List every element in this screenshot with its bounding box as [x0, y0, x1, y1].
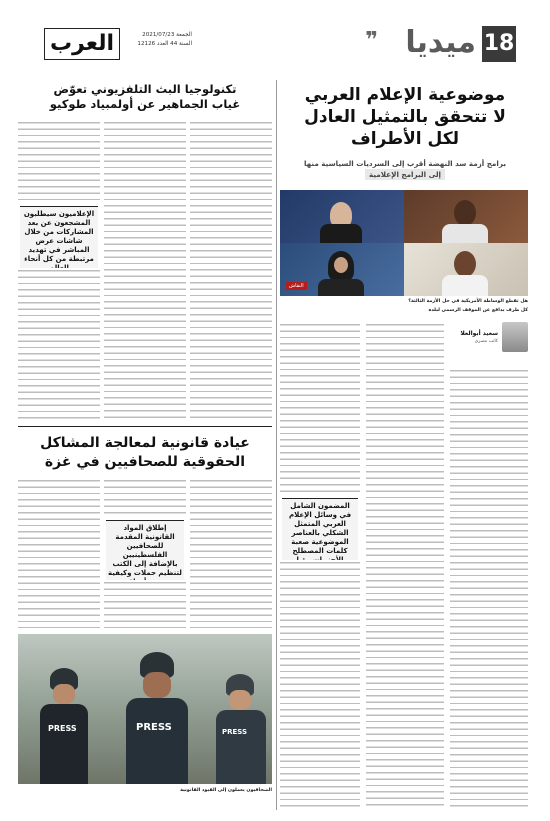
- column-divider: [276, 80, 277, 810]
- page-number: 18: [483, 31, 515, 56]
- author-role: كاتب مصري: [474, 339, 498, 344]
- main-body-col-1: [450, 368, 528, 808]
- tv-body-col-2: [104, 120, 186, 420]
- tv-panel-top-right: [404, 190, 528, 243]
- main-pull-quote-text: المضمون الشامل في وسائل الإعلام العربي المتمثل الشكلي بالعناصر الموضوعية صعبة كلمات المصطلح: [288, 502, 352, 555]
- gaza-article-title: [18, 434, 272, 472]
- issue-text: السنة 44 العدد 12126: [137, 41, 192, 47]
- journalist-2: PRESS: [122, 652, 192, 784]
- logo-text: العرب: [49, 31, 114, 56]
- main-pull-quote: [282, 498, 358, 569]
- author-name: سعيد أبوالعلا: [460, 330, 498, 337]
- section-divider: [18, 426, 272, 427]
- gaza-title-line-1: عيادة قانونية لمعالجة المشاكل: [40, 435, 250, 451]
- tv-panel-top-left: [280, 190, 404, 243]
- main-subtitle-line-2: إلى البرامج الإعلامية: [365, 169, 445, 180]
- gaza-body-col-3: [18, 478, 100, 628]
- gaza-pull-quote-text: إطلاق المواد القانونية المقدمة للصحافيين الفلسطينيين بالإضافة إلى الكتب لتنظيم حملات وكيفية: [108, 524, 182, 577]
- gaza-title-line-2: الحقوقية للصحافيين في غزة: [44, 454, 246, 470]
- main-photo-caption-top: [280, 299, 528, 304]
- gaza-body-col-2b: [104, 580, 186, 628]
- section-label: ميديا: [405, 25, 476, 60]
- main-title-line-1: موضوعية الإعلام العربي: [304, 85, 506, 105]
- caption-bottom-text: كل طرف يدافع عن الموقف الرسمي لبلده: [428, 308, 528, 313]
- issue-date: [122, 31, 192, 49]
- journalist-3: PRESS: [214, 674, 268, 784]
- gaza-body-col-2a: [104, 478, 186, 518]
- tv-panel-bottom-right: [404, 243, 528, 296]
- masthead: [0, 0, 550, 70]
- tv-title-line-1: تكنولوجيا البث التلفزيوني تعوّض: [53, 82, 237, 96]
- main-body-col-2: [366, 322, 444, 808]
- main-title-line-3: لكل الأطراف: [350, 129, 459, 149]
- main-body-col-3: [280, 322, 360, 492]
- gaza-article-photo: [18, 634, 272, 784]
- quote-mark-icon: ❞: [365, 28, 378, 53]
- tv-body-col-3b: [18, 268, 100, 420]
- page-number-box: [482, 26, 516, 62]
- author-avatar: [502, 322, 528, 352]
- main-article-subtitle: [282, 158, 528, 180]
- gaza-body-col-1: [190, 478, 272, 628]
- newspaper-logo: [44, 28, 120, 60]
- journalist-1: PRESS: [36, 668, 92, 784]
- tv-article-title: [18, 82, 272, 112]
- tv-pull-quote-text: الإعلاميون سيطلبون المشجعون عن بعد المشاركات من خلال شاشات عرض المباشر في تهديد مرتبطة من كل أنحاء: [23, 210, 95, 263]
- caption-top-text: هل تقطع الوساطة الأمريكية في حل الأزمة الثالثة؟: [408, 299, 528, 304]
- author-block: [448, 322, 528, 362]
- photo-label: [286, 282, 307, 290]
- tv-body-col-1: [190, 120, 272, 420]
- tv-pull-quote: [20, 206, 98, 277]
- gaza-photo-caption: [18, 788, 272, 793]
- photo-label-text: النقاش: [289, 283, 304, 289]
- main-title-line-2: لا تتحقق بالتمثيل العادل: [304, 107, 506, 127]
- main-body-col-3b: [280, 560, 360, 808]
- tv-body-col-3a: [18, 120, 100, 202]
- main-photo-caption-bottom: [280, 308, 528, 313]
- main-subtitle-line-1: برامج أزمة سد النهضة أقرب إلى السرديات السياسية منها: [303, 159, 507, 168]
- tv-title-line-2: غياب الجماهير عن أولمبياد طوكيو: [49, 97, 241, 111]
- gaza-caption-text: الصحافيون يعملون إلى القيود القانونية: [180, 788, 272, 793]
- main-article-title: [280, 84, 530, 150]
- date-text: الجمعة 2021/07/23: [142, 32, 192, 38]
- main-article-photo: [280, 190, 528, 296]
